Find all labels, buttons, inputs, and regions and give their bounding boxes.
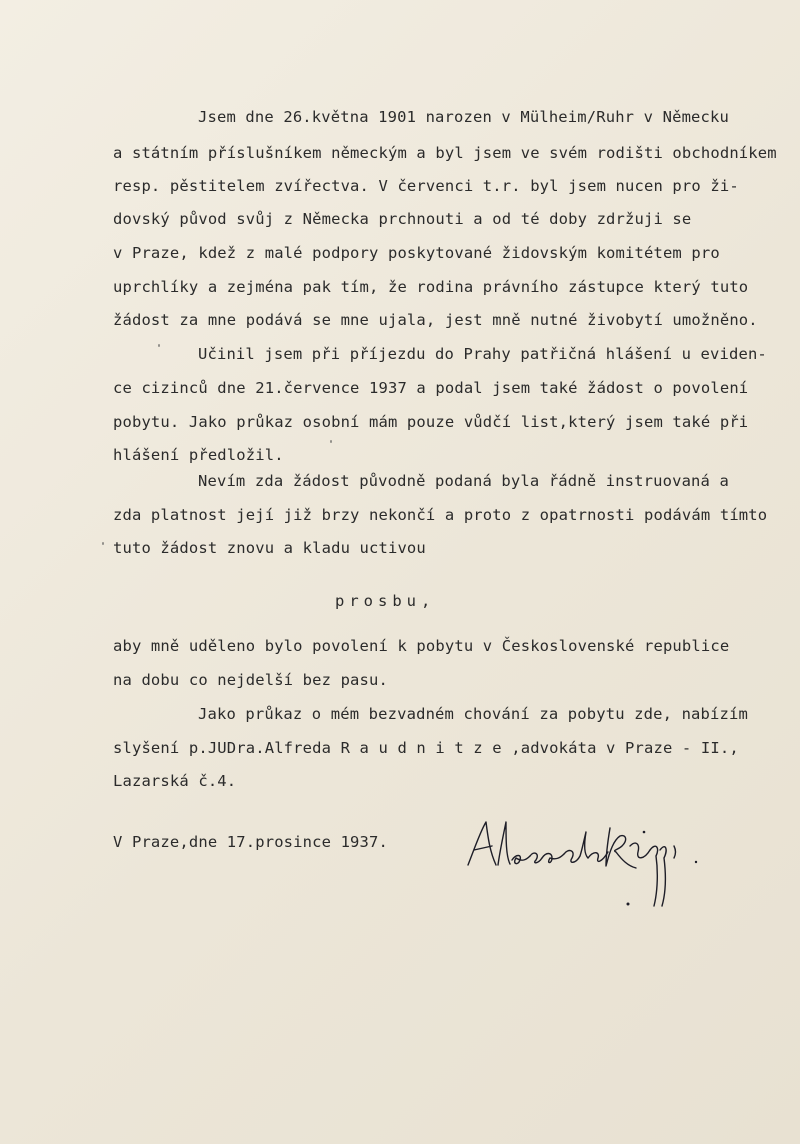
letter-line-4: dovský původ svůj z Německa prchnouti a od té doby zdržuji se xyxy=(113,210,692,228)
letter-line-19: slyšení p.JUDra.Alfreda R a u d n i t z e ,advokáta v Praze - II., xyxy=(113,739,739,757)
letter-line-17: na dobu co nejdelší bez pasu. xyxy=(113,671,388,689)
paper-speck xyxy=(102,542,104,545)
letter-line-1: Jsem dne 26.května 1901 narozen v Mülheim/Ruhr v Německu xyxy=(198,108,729,126)
letter-line-20: Lazarská č.4. xyxy=(113,772,237,790)
handwritten-signature xyxy=(460,810,710,930)
letter-line-9: ce cizinců dne 21.července 1937 a podal jsem také žádost o povolení xyxy=(113,379,749,397)
letter-line-2: a státním příslušníkem německým a byl jsem ve svém rodišti obchodníkem xyxy=(113,144,777,162)
letter-line-12: Nevím zda žádost původně podaná byla řádně instruovaná a xyxy=(198,472,729,490)
letter-line-14: tuto žádost znovu a kladu uctivou xyxy=(113,539,426,557)
letter-line-8: Učinil jsem při příjezdu do Prahy patřičná hlášení u eviden- xyxy=(198,345,767,363)
letter-line-10: pobytu. Jako průkaz osobní mám pouze vůdčí list,který jsem také při xyxy=(113,413,749,431)
letter-line-13: zda platnost její již brzy nekončí a proto z opatrnosti podávám tímto xyxy=(113,506,768,524)
letter-line-16: aby mně uděleno bylo povolení k pobytu v Československé republice xyxy=(113,637,730,655)
letter-line-5: v Praze, kdež z malé podpory poskytované židovským komitétem pro xyxy=(113,244,720,262)
paper-speck xyxy=(330,440,332,443)
paper-speck xyxy=(158,344,160,347)
letter-line-7: žádost za mne podává se mne ujala, jest mně nutné živobytí umožněno. xyxy=(113,311,758,329)
letter-line-11: hlášení předložil. xyxy=(113,446,284,464)
letter-line-3: resp. pěstitelem zvířectva. V červenci t.r. byl jsem nucen pro ži- xyxy=(113,177,739,195)
letter-line-18: Jako průkaz o mém bezvadném chování za pobytu zde, nabízím xyxy=(198,705,748,723)
prosbu-heading: prosbu, xyxy=(335,592,436,610)
date-line: V Praze,dne 17.prosince 1937. xyxy=(113,833,388,851)
letter-line-6: uprchlíky a zejména pak tím, že rodina právního zástupce který tuto xyxy=(113,278,749,296)
